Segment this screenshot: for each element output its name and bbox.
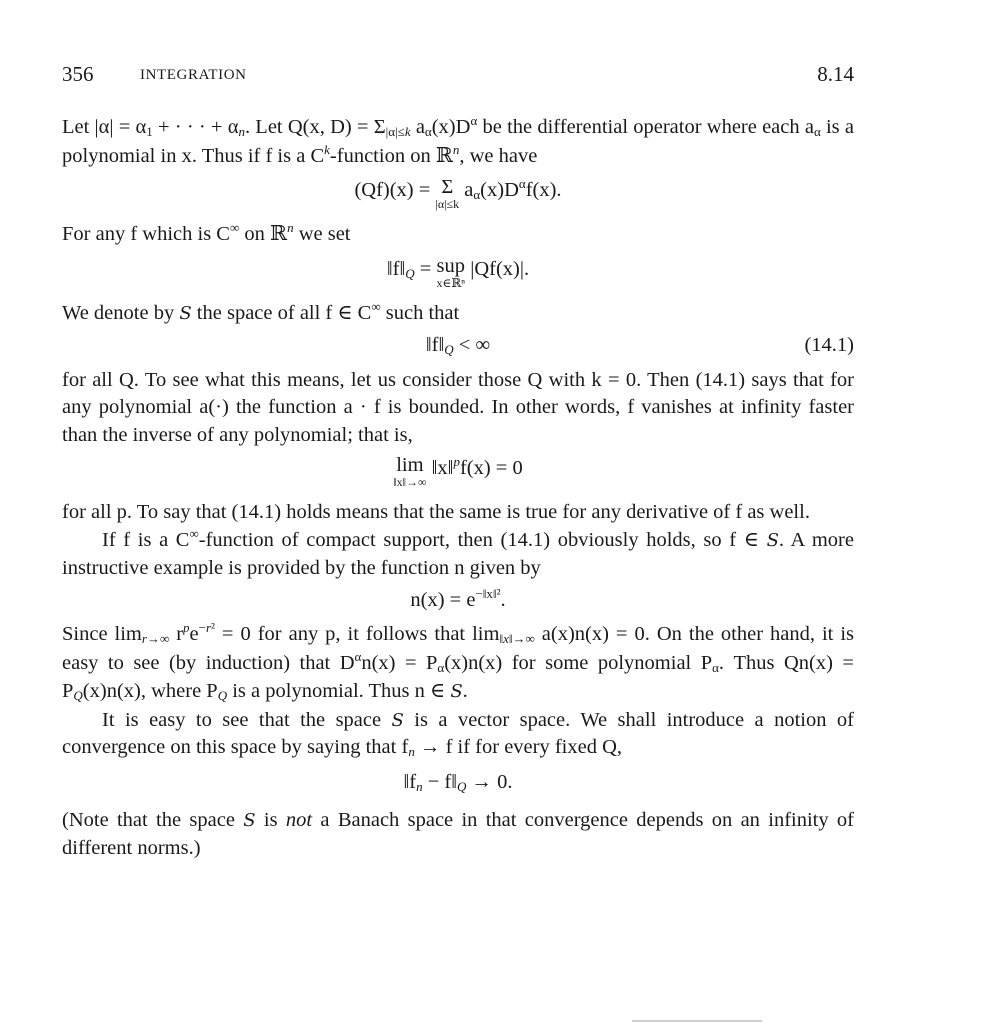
- paragraph-note: (Note that the space S is not a Banach space in that convergence depends on an infinity of different norms.): [62, 809, 854, 859]
- paragraph-gaussian-in-s: Since limr→∞ $r^pe^{-r^2} = 0$ for any p, it follows that lim‖x‖→∞ a(x)n(x) = 0. On the other hand, it is easy to see (by induction) that $D^\alpha n(x) = P\alpha(x)n(x)$ for some polynomial Pα. Thus Qn(x) = PQ(x)n(x), where PQ is a polynomial. Thus n ∈ S.: [62, 620, 855, 703]
- paragraph-compact-support: If f is a C∞-function of compact support, then (14.1) obviously holds, so f ∈ S. A more instructive example is provided by the function n given by: [62, 525, 854, 579]
- page-header: [62, 62, 854, 92]
- paragraph-space-definition: We denote by S the space of all f ∈ C∞ such that: [62, 298, 460, 324]
- paragraph-convergence: It is easy to see that the space S is a vector space. We shall introduce a notion of convergence on this space by saying that fn → f if for every fixed Q,: [62, 708, 854, 759]
- section-number: 8.14: [817, 62, 854, 86]
- equation-limit: lim ‖x‖→∞ ‖x‖$^p$f(x) = 0: [393, 454, 523, 489]
- book-page: [62, 0, 854, 1024]
- equation-qf: (Qf)(x) = Σ |α|≤k $a\alpha(x)D^\alpha f(x)$.: [354, 176, 562, 211]
- running-title: INTEGRATION: [140, 67, 247, 83]
- paragraph-derivatives: for all p. To say that (14.1) holds means that the same is true for any derivative of f as well.: [62, 501, 810, 523]
- equation-gaussian: $n(x) = e^{-‖x‖^2}$.: [410, 585, 506, 611]
- paragraph-meaning: for all Q. To see what this means, let us consider those Q with k = 0. Then (14.1) says that for any polynomial a(·) the function a · f is bounded. In other words, f vanishes at infinity faster than the inverse of any polynomial; that is,: [62, 368, 854, 446]
- equation-14-1: ‖f‖Q < ∞ (14.1): [62, 332, 854, 361]
- equation-number: (14.1): [804, 334, 854, 356]
- page-number: 356: [62, 62, 94, 86]
- paragraph-operator-definition: Let |α| = α1 + · · · + αn. Let Q(x, D) = Σ|α|≤k $a\alpha(x)D^\alpha$ be the differential operator where each aα is a polynomial in x. Thus if f is a $C^k$-function on ℝ$^n$, we have: [62, 113, 854, 167]
- equation-convergence: ‖fn − f‖Q → 0.: [403, 770, 513, 794]
- paragraph-norm-intro: For any f which is C∞ on ℝ$^n$ we set: [62, 220, 351, 245]
- equation-norm: ‖f‖Q = sup x∈ℝⁿ |Qf(x)|.: [386, 254, 530, 290]
- page-body: [62, 114, 854, 862]
- bottom-divider: [632, 1020, 762, 1022]
